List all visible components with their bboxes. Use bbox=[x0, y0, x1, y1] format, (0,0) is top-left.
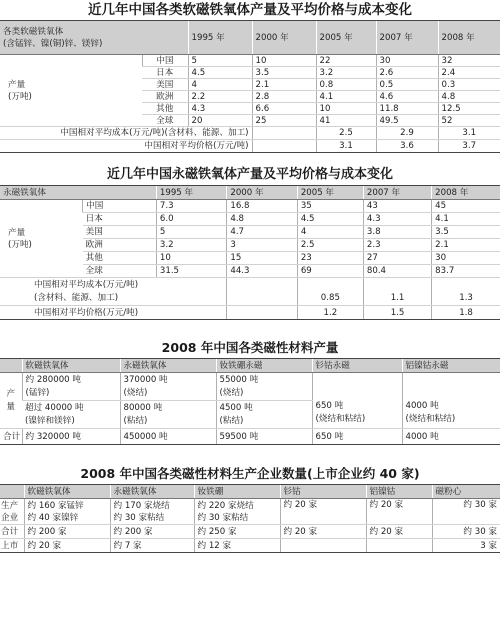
region-label: 日本 bbox=[83, 213, 157, 226]
value-cell: 4 bbox=[188, 79, 252, 91]
value-cell: 4.8 bbox=[227, 213, 297, 226]
table1-header-row bbox=[0, 21, 500, 55]
value-line: 超过 40000 吨 bbox=[25, 402, 84, 413]
table1-year: 2008 年 bbox=[438, 21, 500, 55]
value-cell: 4.6 bbox=[376, 91, 438, 103]
column-header: 铝镍钴 bbox=[366, 485, 432, 499]
value-line: (烧结和粘结) bbox=[315, 414, 366, 424]
column-header: 永磁铁氧体 bbox=[120, 359, 216, 373]
value-cell bbox=[252, 140, 316, 153]
region-label: 其他 bbox=[83, 252, 157, 265]
table-row bbox=[0, 200, 500, 213]
column-header: 永磁铁氧体 bbox=[110, 485, 194, 499]
table2-year: 2008 年 bbox=[432, 186, 500, 200]
value-cell: 80.4 bbox=[363, 265, 431, 278]
total-label: 合计 bbox=[0, 429, 22, 445]
value-cell: 约 30 家 bbox=[432, 499, 500, 525]
value-cell: 3.1 bbox=[438, 127, 500, 140]
value-line: 55000 吨 bbox=[219, 374, 259, 385]
value-line: (锰锌) bbox=[25, 387, 50, 398]
value-cell bbox=[194, 499, 280, 525]
value-cell: 45 bbox=[432, 200, 500, 213]
table3-title: 2008 年中国各类磁性材料产量 bbox=[161, 340, 339, 355]
value-cell: 43 bbox=[363, 200, 431, 213]
value-line: (粘结) bbox=[123, 415, 148, 426]
value-cell bbox=[120, 373, 216, 401]
value-cell bbox=[227, 278, 297, 306]
value-cell: 约 7 家 bbox=[110, 539, 194, 553]
value-cell: 30 bbox=[432, 252, 500, 265]
table2-header-row bbox=[0, 186, 500, 200]
value-cell: 3.8 bbox=[363, 226, 431, 239]
value-cell: 44.3 bbox=[227, 265, 297, 278]
value-cell: 0.85 bbox=[297, 278, 363, 306]
producer-label bbox=[0, 499, 24, 525]
value-cell: 3.2 bbox=[156, 239, 226, 252]
value-line: (烧结) bbox=[219, 387, 244, 398]
value-cell: 0.3 bbox=[438, 79, 500, 91]
value-cell: 约 20 家 bbox=[366, 525, 432, 539]
value-cell: 3.5 bbox=[252, 67, 316, 79]
output-label-char: 产 bbox=[6, 388, 16, 399]
value-cell: 0.8 bbox=[316, 79, 376, 91]
value-cell: 31.5 bbox=[156, 265, 226, 278]
table1-output-group bbox=[0, 55, 142, 127]
value-cell: 5 bbox=[156, 226, 226, 239]
corner-cell bbox=[0, 485, 24, 499]
table2-year: 2000 年 bbox=[227, 186, 297, 200]
region-label: 欧洲 bbox=[83, 239, 157, 252]
value-line: 约 220 家烧结 bbox=[197, 500, 254, 511]
value-line: 约 170 家烧结 bbox=[113, 500, 170, 511]
table1-year: 2000 年 bbox=[252, 21, 316, 55]
value-cell: 16.8 bbox=[227, 200, 297, 213]
value-cell bbox=[216, 401, 312, 429]
value-cell: 12.5 bbox=[438, 103, 500, 115]
column-header: 钕铁硼 bbox=[194, 485, 280, 499]
value-cell: 25 bbox=[252, 115, 316, 127]
producer-label-line2: 企业 bbox=[1, 512, 19, 523]
price-label: 中国相对平均价格(万元/吨) bbox=[0, 140, 252, 153]
value-line: 4500 吨 bbox=[219, 402, 253, 413]
table3-header-row bbox=[0, 359, 500, 373]
table1-header-line2: (含锰锌、镍(铜)锌、镁锌) bbox=[3, 38, 103, 49]
column-header: 钐钴永磁 bbox=[312, 359, 402, 373]
column-header: 铝镍钴永磁 bbox=[402, 359, 500, 373]
table4-listed-row bbox=[0, 539, 500, 553]
value-cell: 10 bbox=[252, 55, 316, 67]
value-line: 370000 吨 bbox=[123, 374, 168, 385]
table2-header-cell: 永磁铁氧体 bbox=[0, 186, 156, 200]
region-label: 中国 bbox=[142, 55, 188, 67]
value-cell: 22 bbox=[316, 55, 376, 67]
value-line: (镍锌和镁锌) bbox=[25, 415, 75, 426]
value-cell: 3.1 bbox=[316, 140, 376, 153]
table1-header-cell bbox=[0, 21, 188, 55]
table4-total-row bbox=[0, 525, 500, 539]
value-cell: 41 bbox=[316, 115, 376, 127]
producer-label-line1: 生产 bbox=[1, 500, 19, 511]
table3-total-row bbox=[0, 429, 500, 445]
value-cell bbox=[22, 401, 120, 429]
value-cell: 30 bbox=[376, 55, 438, 67]
column-header: 钕铁硼永磁 bbox=[216, 359, 312, 373]
value-cell: 15 bbox=[227, 252, 297, 265]
table4-producer-row bbox=[0, 499, 500, 525]
value-cell bbox=[252, 127, 316, 140]
value-line: 80000 吨 bbox=[123, 402, 163, 413]
value-cell bbox=[402, 373, 500, 429]
value-cell: 20 bbox=[188, 115, 252, 127]
value-cell: 59500 吨 bbox=[216, 429, 312, 445]
value-cell: 1.8 bbox=[432, 306, 500, 320]
table2-output-group bbox=[0, 200, 83, 278]
value-cell: 约 200 家 bbox=[110, 525, 194, 539]
value-line: 650 吨 bbox=[315, 401, 344, 411]
value-line: (烧结和粘结) bbox=[405, 414, 456, 424]
cost-label: 中国相对平均成本(万元/吨)(含材料、能源、加工) bbox=[0, 127, 252, 140]
table2-year: 2007 年 bbox=[363, 186, 431, 200]
table2-year: 1995 年 bbox=[156, 186, 226, 200]
column-header: 钐钴 bbox=[280, 485, 366, 499]
value-cell: 650 吨 bbox=[312, 429, 402, 445]
value-cell: 3.7 bbox=[438, 140, 500, 153]
value-cell: 4.5 bbox=[188, 67, 252, 79]
value-cell bbox=[120, 401, 216, 429]
value-cell: 2.6 bbox=[376, 67, 438, 79]
value-cell: 1.5 bbox=[363, 306, 431, 320]
value-cell bbox=[312, 373, 402, 429]
value-cell: 2.4 bbox=[438, 67, 500, 79]
magnetic-output-table bbox=[0, 358, 500, 445]
cost-label-line1: 中国相对平均成本(万元/吨) bbox=[34, 279, 139, 290]
value-line: (粘结) bbox=[219, 415, 244, 426]
value-cell: 32 bbox=[438, 55, 500, 67]
value-cell: 10 bbox=[156, 252, 226, 265]
value-cell: 4 bbox=[297, 226, 363, 239]
group-unit: (万吨) bbox=[8, 91, 32, 102]
region-label: 美国 bbox=[83, 226, 157, 239]
value-line: 4000 吨 bbox=[405, 401, 439, 411]
value-line: 约 30 家粘结 bbox=[197, 512, 249, 523]
corner-cell bbox=[0, 359, 22, 373]
table4-title: 2008 年中国各类磁性材料生产企业数量(上市企业约 40 家) bbox=[80, 466, 420, 481]
value-cell: 约 320000 吨 bbox=[22, 429, 120, 445]
column-header: 软磁铁氧体 bbox=[24, 485, 110, 499]
value-cell: 11.8 bbox=[376, 103, 438, 115]
region-label: 欧洲 bbox=[142, 91, 188, 103]
table1-price-row bbox=[0, 140, 500, 153]
value-cell: 4.5 bbox=[297, 213, 363, 226]
group-label: 产量 bbox=[8, 227, 26, 238]
value-cell: 5 bbox=[188, 55, 252, 67]
value-cell: 3.5 bbox=[432, 226, 500, 239]
table1-year: 2007 年 bbox=[376, 21, 438, 55]
table1-cost-row bbox=[0, 127, 500, 140]
value-cell: 2.1 bbox=[432, 239, 500, 252]
cost-label bbox=[0, 278, 227, 306]
group-label: 产量 bbox=[8, 79, 26, 90]
table2-year: 2005 年 bbox=[297, 186, 363, 200]
value-cell: 450000 吨 bbox=[120, 429, 216, 445]
value-cell: 约 12 家 bbox=[194, 539, 280, 553]
value-cell bbox=[280, 539, 366, 553]
cost-label-line2: (含材料、能源、加工) bbox=[34, 292, 119, 303]
soft-ferrite-table bbox=[0, 20, 500, 153]
table2-title: 近几年中国永磁铁氧体产量及平均价格与成本变化 bbox=[106, 167, 393, 182]
value-line: 约 30 家粘结 bbox=[113, 512, 165, 523]
value-cell: 4.8 bbox=[438, 91, 500, 103]
value-cell bbox=[366, 539, 432, 553]
value-cell: 4.1 bbox=[432, 213, 500, 226]
value-cell: 35 bbox=[297, 200, 363, 213]
value-cell: 2.1 bbox=[252, 79, 316, 91]
value-cell: 2.8 bbox=[252, 91, 316, 103]
value-line: 约 280000 吨 bbox=[25, 374, 81, 385]
value-cell bbox=[227, 306, 297, 320]
value-cell: 1.3 bbox=[432, 278, 500, 306]
region-label: 日本 bbox=[142, 67, 188, 79]
value-cell: 69 bbox=[297, 265, 363, 278]
value-cell: 约 30 家 bbox=[432, 525, 500, 539]
value-cell bbox=[24, 499, 110, 525]
value-cell: 4.3 bbox=[188, 103, 252, 115]
table2-cost-row bbox=[0, 278, 500, 306]
column-header: 软磁铁氧体 bbox=[22, 359, 120, 373]
table1-title: 近几年中国各类软磁铁氧体产量及平均价格与成本变化 bbox=[88, 2, 412, 18]
value-cell bbox=[216, 373, 312, 401]
column-header: 磁粉心 bbox=[432, 485, 500, 499]
value-line: (烧结) bbox=[123, 387, 148, 398]
value-cell: 6.6 bbox=[252, 103, 316, 115]
enterprise-count-table bbox=[0, 484, 500, 553]
value-cell: 4000 吨 bbox=[402, 429, 500, 445]
price-label: 中国相对平均价格(万元/吨) bbox=[0, 306, 227, 320]
group-unit: (万吨) bbox=[8, 239, 32, 250]
region-label: 全球 bbox=[83, 265, 157, 278]
table1-year: 2005 年 bbox=[316, 21, 376, 55]
value-line: 约 160 家锰锌 bbox=[27, 500, 84, 511]
value-cell: 10 bbox=[316, 103, 376, 115]
listed-label: 上市 bbox=[0, 539, 24, 553]
value-cell: 1.1 bbox=[363, 278, 431, 306]
region-label: 其他 bbox=[142, 103, 188, 115]
value-cell: 23 bbox=[297, 252, 363, 265]
value-cell bbox=[110, 499, 194, 525]
value-cell: 52 bbox=[438, 115, 500, 127]
value-cell: 83.7 bbox=[432, 265, 500, 278]
value-cell: 2.3 bbox=[363, 239, 431, 252]
value-cell bbox=[22, 373, 120, 401]
output-label-char: 量 bbox=[6, 401, 16, 412]
value-line: 约 40 家镍锌 bbox=[27, 512, 79, 523]
table2-price-row bbox=[0, 306, 500, 320]
value-cell: 约 20 家 bbox=[24, 539, 110, 553]
value-cell: 49.5 bbox=[376, 115, 438, 127]
table1-year: 1995 年 bbox=[188, 21, 252, 55]
total-label: 合计 bbox=[0, 525, 24, 539]
value-cell: 2.9 bbox=[376, 127, 438, 140]
table-row bbox=[0, 373, 500, 401]
value-cell: 0.5 bbox=[376, 79, 438, 91]
region-label: 中国 bbox=[83, 200, 157, 213]
region-label: 美国 bbox=[142, 79, 188, 91]
value-cell: 4.3 bbox=[363, 213, 431, 226]
value-cell: 7.3 bbox=[156, 200, 226, 213]
value-cell: 约 20 家 bbox=[366, 499, 432, 525]
value-cell: 4.7 bbox=[227, 226, 297, 239]
value-cell: 2.5 bbox=[297, 239, 363, 252]
value-cell: 约 20 家 bbox=[280, 525, 366, 539]
value-cell: 2.2 bbox=[188, 91, 252, 103]
value-cell: 27 bbox=[363, 252, 431, 265]
table-row bbox=[0, 55, 500, 67]
region-label: 全球 bbox=[142, 115, 188, 127]
value-cell: 约 20 家 bbox=[280, 499, 366, 525]
table4-header-row bbox=[0, 485, 500, 499]
value-cell: 4.1 bbox=[316, 91, 376, 103]
hard-ferrite-table bbox=[0, 185, 500, 320]
value-cell: 2.5 bbox=[316, 127, 376, 140]
value-cell: 3 bbox=[227, 239, 297, 252]
value-cell: 1.2 bbox=[297, 306, 363, 320]
value-cell: 6.0 bbox=[156, 213, 226, 226]
output-label bbox=[0, 373, 22, 429]
table1-header-line1: 各类软磁铁氧体 bbox=[3, 26, 64, 37]
value-cell: 约 200 家 bbox=[24, 525, 110, 539]
value-cell: 3.2 bbox=[316, 67, 376, 79]
value-cell: 3.6 bbox=[376, 140, 438, 153]
value-cell: 约 250 家 bbox=[194, 525, 280, 539]
value-cell: 3 家 bbox=[432, 539, 500, 553]
